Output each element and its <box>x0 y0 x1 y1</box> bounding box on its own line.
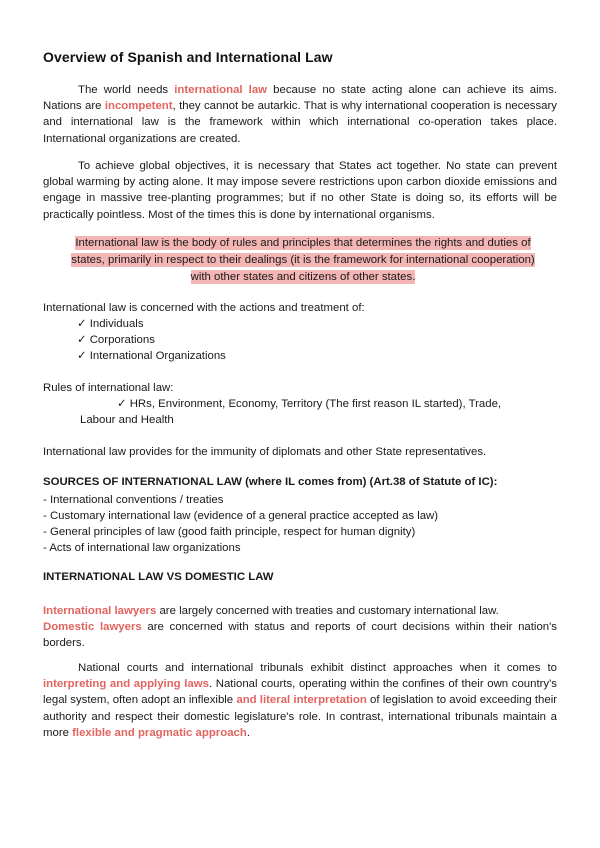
text: are largely concerned with treaties and customary international law. <box>156 605 499 617</box>
definition-text: International law is the body of rules and principles that determines the rights and duties of states, primarily in respect to their dealings (it is the framework for international cooperation) with other states and citizens of other states. <box>71 237 535 283</box>
highlight-term: International lawyers <box>43 605 157 617</box>
text: The world needs <box>78 84 175 96</box>
sources-heading: SOURCES OF INTERNATIONAL LAW (where IL comes from) (Art.38 of Statute of IC): <box>43 476 498 488</box>
source-item: - Customary international law (evidence of a general practice accepted as law) <box>43 510 439 522</box>
paragraph-courts <box>43 660 557 741</box>
paragraph-objectives: To achieve global objectives, it is necessary that States act together. No state can prevent global warming by acting alone. It may impose severe restrictions upon carbon dioxide emissions and engage in massive tree-planting programmes; but if no other State is doing so, its efforts will be practically pointless. Most of the times this is done by international organisms. <box>43 160 557 221</box>
highlight-term: international law <box>174 84 268 96</box>
text: of legislation to avoid exceeding their authority and respect their domestic legislature's role. In contrast, international tribunals maintain a more <box>43 694 558 739</box>
check-item: ✓ International Organizations <box>77 350 226 362</box>
text: , they cannot be autarkic. That is why international cooperation is necessary and international law is the framework within which international co-operation takes place. International organizations are created. <box>43 100 557 145</box>
definition-callout <box>61 235 545 286</box>
paragraph-need <box>43 82 557 147</box>
highlight-term: Domestic lawyers <box>43 621 142 633</box>
paragraph-domestic-lawyers <box>43 619 557 651</box>
highlight-term: and literal interpretation <box>236 694 367 707</box>
text: . <box>246 726 250 739</box>
text: . National courts, operating within the confines of their own country's legal system, often adopt an inflexible <box>43 678 557 707</box>
check-item: ✓ Corporations <box>77 334 155 346</box>
highlight-term: incompetent <box>104 100 173 113</box>
check-item: ✓ Individuals <box>77 318 144 330</box>
rules-intro: Rules of international law: <box>43 382 174 394</box>
highlight-term: interpreting and applying laws <box>43 678 209 691</box>
concerned-intro: International law is concerned with the actions and treatment of: <box>43 302 365 314</box>
rules-line: ✓ HRs, Environment, Economy, Territory (The first reason IL started), Trade, <box>117 398 502 410</box>
paragraph-intl-lawyers <box>43 603 557 619</box>
vs-heading: INTERNATIONAL LAW VS DOMESTIC LAW <box>43 571 274 583</box>
source-item: - Acts of international law organizations <box>43 542 241 554</box>
text: because no state acting alone can achieve its aims. Nations are <box>43 84 557 113</box>
text: are concerned with status and reports of court decisions within their nation's borders. <box>43 621 557 650</box>
rules-line: Labour and Health <box>80 414 174 426</box>
source-item: - General principles of law (good faith principle, respect for human dignity) <box>43 526 416 538</box>
source-item: - International conventions / treaties <box>43 494 224 506</box>
highlight-term: flexible and pragmatic approach <box>72 726 247 739</box>
page-title: Overview of Spanish and International Law <box>43 49 333 65</box>
immunity-text: International law provides for the immunity of diplomats and other State representatives. <box>43 446 487 458</box>
text: National courts and international tribunals exhibit distinct approaches when it comes to <box>78 662 557 674</box>
